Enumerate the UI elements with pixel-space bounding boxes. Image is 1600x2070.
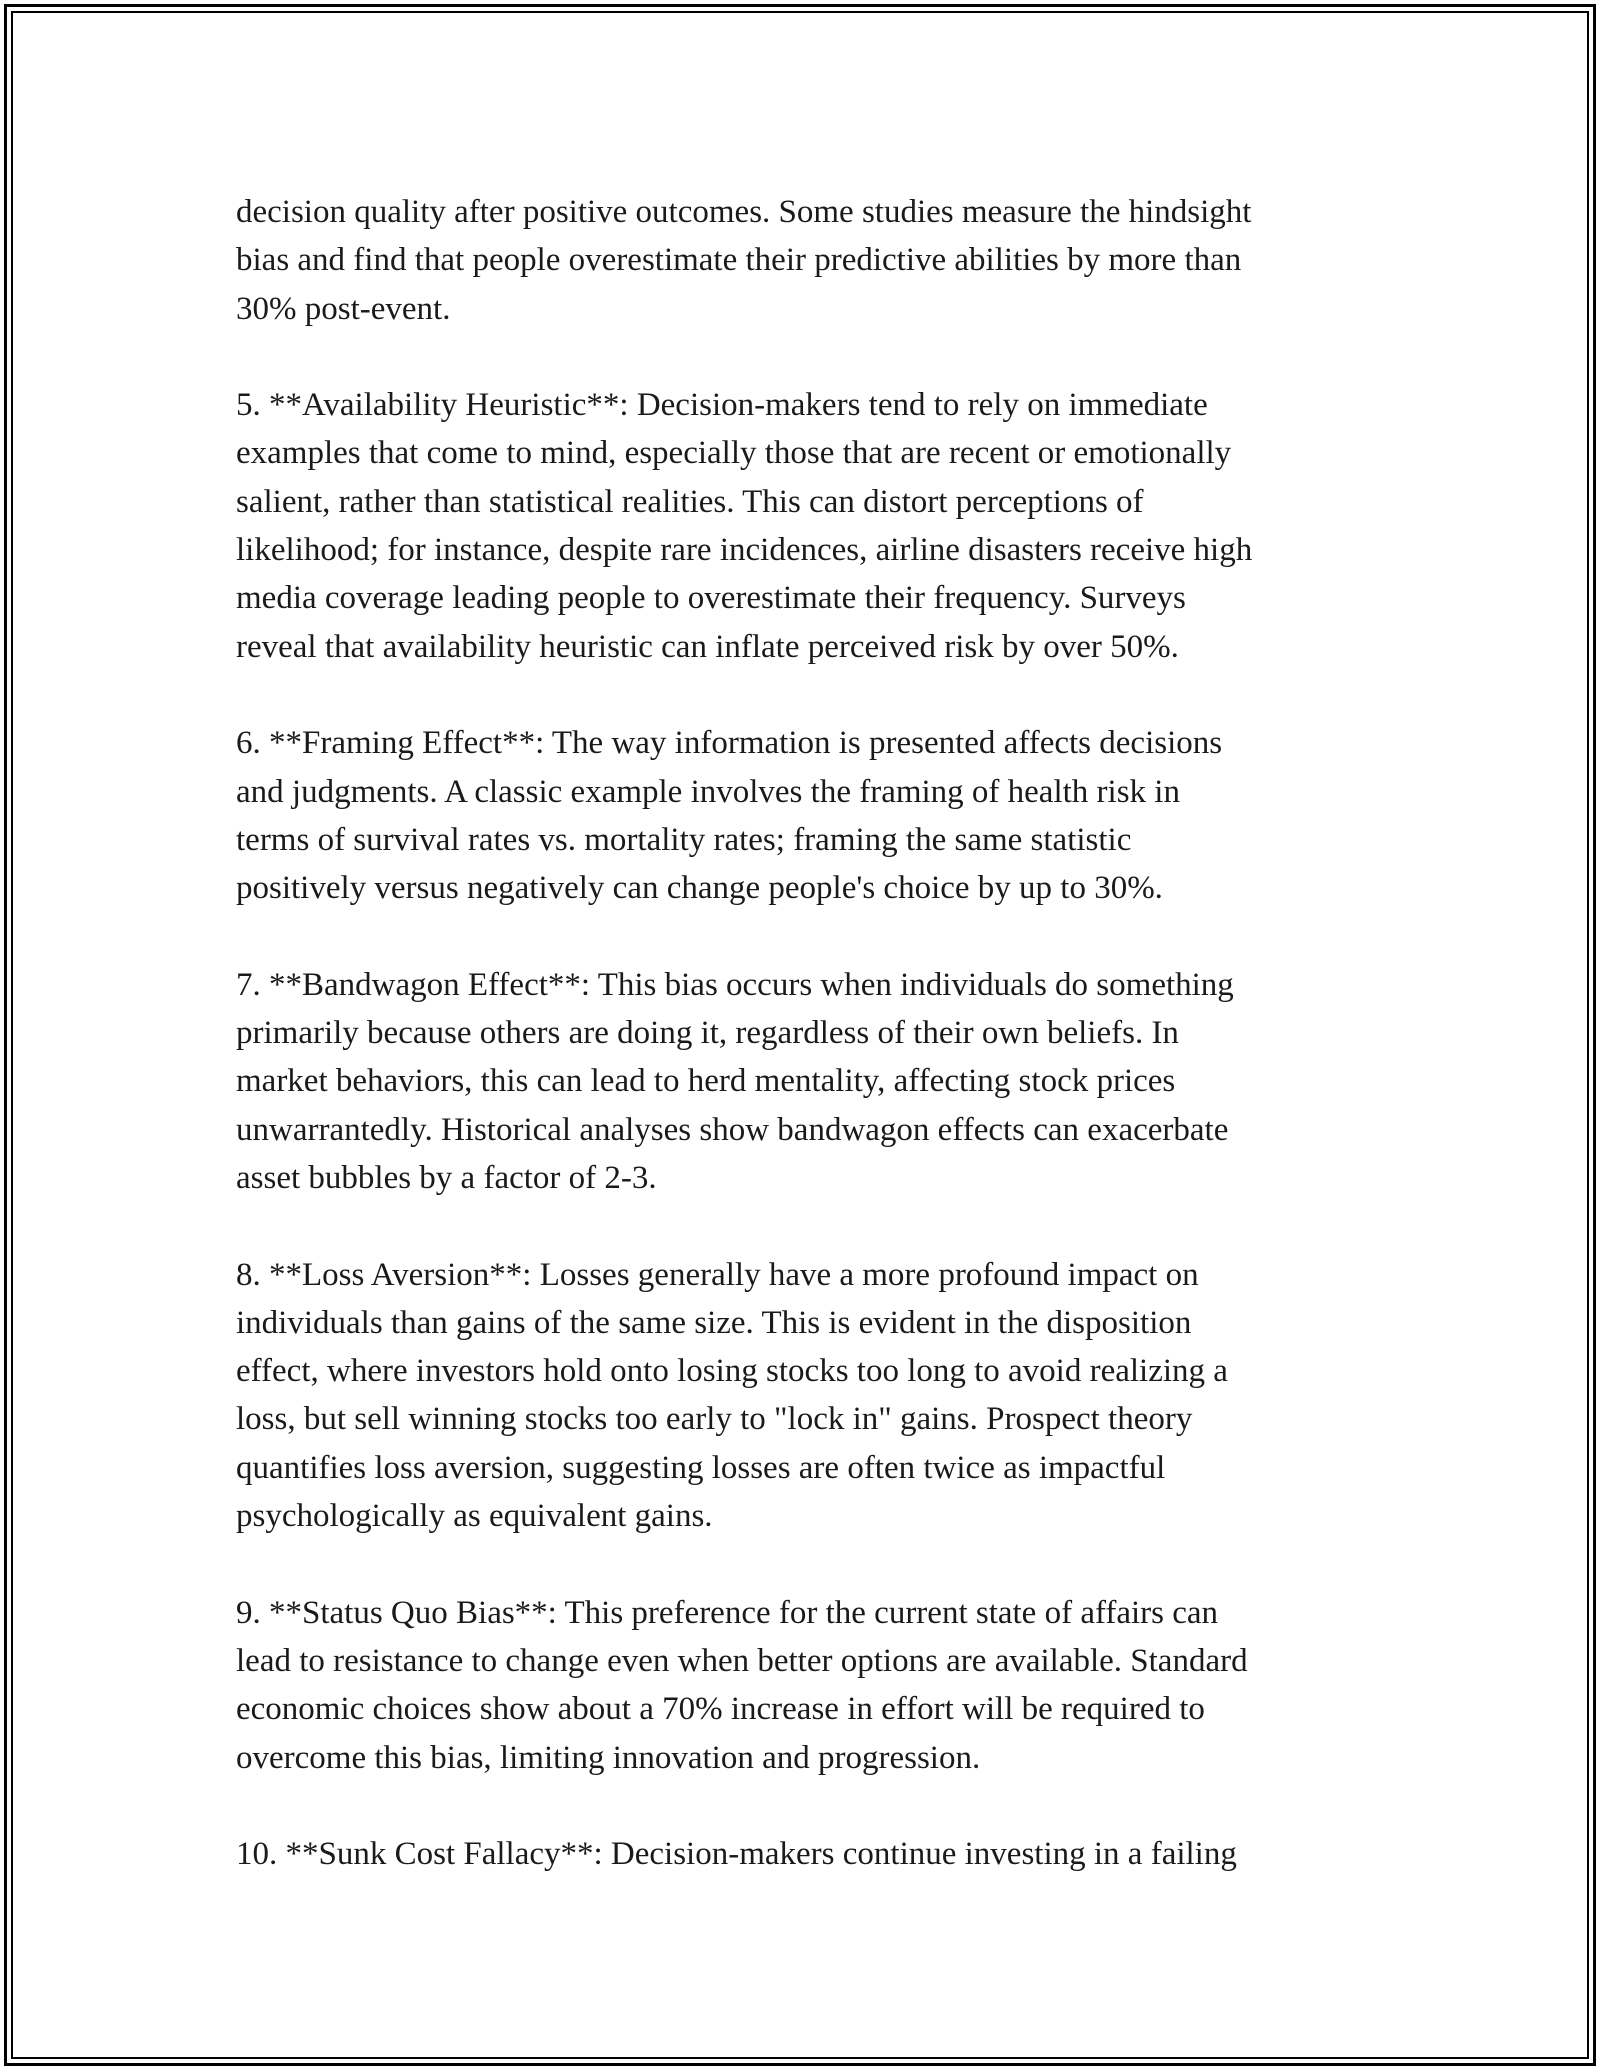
paragraph-loss-aversion: 8. **Loss Aversion**: Losses generally have a more profound impact on individuals than gains of the same size. This is evident in the disposition effect, where investors hold onto losing stocks too long to avoid realizing a loss, but sell winning stocks too early to "lock in" gains. Prospect theory quantifies loss aversion, suggesting losses are often twice as impactful psychologically as equivalent gains. xyxy=(236,1256,1228,1535)
document-body xyxy=(236,188,1376,1878)
paragraph-framing-effect: 6. **Framing Effect**: The way information is presented affects decisions and judgments. A classic example involves the framing of health risk in terms of survival rates vs. mortality rates; framing the same statistic positively versus negatively can change people's choice by up to 30%. xyxy=(236,725,1223,907)
paragraph-availability-heuristic: 5. **Availability Heuristic**: Decision-makers tend to rely on immediate examples that come to mind, especially those that are recent or emotionally salient, rather than statistical realities. This can distort perceptions of likelihood; for instance, despite rare incidences, airline disasters receive high media coverage leading people to overestimate their frequency. Surveys reveal that availability heuristic can inflate perceived risk by over 50%. xyxy=(236,387,1253,665)
paragraph-status-quo-bias: 9. **Status Quo Bias**: This preference for the current state of affairs can lead to resistance to change even when better options are available. Standard economic choices show about a 70% increase in effort will be required to overcome this bias, limiting innovation and progression. xyxy=(236,1594,1248,1776)
paragraph-sunk-cost-fallacy: 10. **Sunk Cost Fallacy**: Decision-makers continue investing in a failing xyxy=(236,1836,1237,1873)
paragraph-bandwagon-effect: 7. **Bandwagon Effect**: This bias occurs when individuals do something primarily because others are doing it, regardless of their own beliefs. In market behaviors, this can lead to herd mentality, affecting stock prices unwarrantedly. Historical analyses show bandwagon effects can exacerbate asset bubbles by a factor of 2-3. xyxy=(236,966,1234,1196)
paragraph-hindsight-continuation: decision quality after positive outcomes. Some studies measure the hindsight bias and find that people overestimate their predictive abilities by more than 30% post-event. xyxy=(236,194,1252,327)
